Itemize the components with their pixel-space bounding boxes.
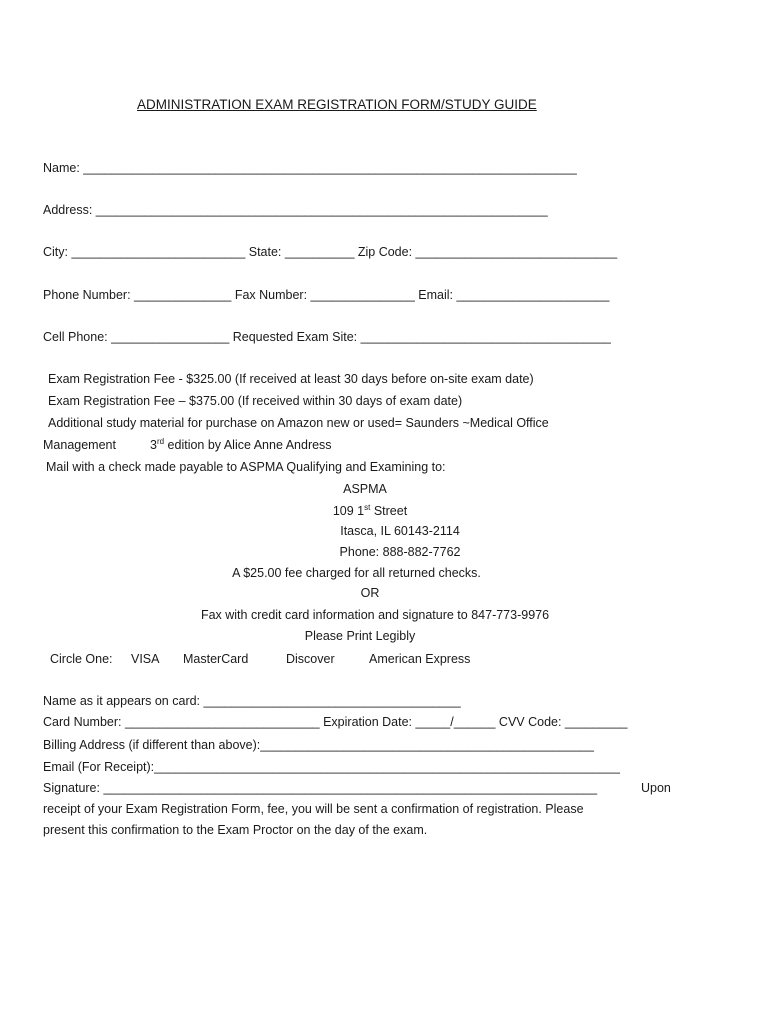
mail-instruction: Mail with a check made payable to ASPMA Qualifying and Examining to: (46, 460, 446, 474)
name-on-card-field[interactable]: Name as it appears on card: _____________________________________ (43, 694, 461, 708)
study-material-line-2: Management (43, 438, 116, 452)
phone-fax-email-fields[interactable]: Phone Number: ______________ Fax Number: _______________ Email: ______________________ (43, 288, 610, 302)
card-option-visa[interactable]: VISA (131, 652, 160, 666)
address-field[interactable]: Address: _________________________________________________________________ (43, 203, 548, 217)
signature-field[interactable]: Signature: _______________________________________________________________________ (43, 781, 598, 795)
fee-line-late: Exam Registration Fee – $375.00 (If received within 30 days of exam date) (48, 394, 463, 408)
circle-one-label: Circle One: (50, 652, 113, 666)
city-state-zip-fields[interactable]: City: _________________________ State: __________ Zip Code: _____________________________ (43, 245, 618, 259)
fee-line-early: Exam Registration Fee - $325.00 (If received at least 30 days before on-site exam date) (48, 372, 534, 386)
org-phone: Phone: 888-882-7762 (339, 545, 461, 559)
card-option-amex[interactable]: American Express (369, 652, 471, 666)
study-material-edition: 3rd edition by Alice Anne Andress (150, 436, 332, 452)
name-field[interactable]: Name: _______________________________________________________________________ (43, 161, 577, 175)
billing-address-field[interactable]: Billing Address (if different than above):________________________________________________ (43, 738, 594, 752)
cell-exam-site-fields[interactable]: Cell Phone: _________________ Requested Exam Site: ____________________________________ (43, 330, 611, 344)
org-street: 109 1st Street (332, 502, 408, 518)
returned-check-fee: A $25.00 fee charged for all returned checks. (232, 566, 481, 580)
page-title: ADMINISTRATION EXAM REGISTRATION FORM/STUDY GUIDE (137, 97, 537, 112)
upon-text: Upon (641, 781, 671, 795)
fax-instruction: Fax with credit card information and signature to 847-773-9976 (200, 608, 550, 622)
receipt-email-field[interactable]: Email (For Receipt):___________________________________________________________________ (43, 760, 620, 774)
confirmation-note-1: receipt of your Exam Registration Form, fee, you will be sent a confirmation of registration. Please (43, 802, 584, 816)
confirmation-note-2: present this confirmation to the Exam Proctor on the day of the exam. (43, 823, 428, 837)
card-option-discover[interactable]: Discover (286, 652, 335, 666)
org-city: Itasca, IL 60143-2114 (340, 524, 460, 538)
org-name: ASPMA (343, 482, 387, 496)
print-legibly: Please Print Legibly (304, 629, 416, 643)
card-type-row (50, 651, 510, 667)
card-option-mastercard[interactable]: MasterCard (183, 652, 249, 666)
card-number-expiration-cvv-fields[interactable]: Card Number: ____________________________ Expiration Date: _____/______ CVV Code: _________ (43, 715, 628, 729)
study-material-line: Additional study material for purchase on Amazon new or used= Saunders ~Medical Office (48, 416, 549, 430)
or-separator: OR (360, 586, 380, 600)
